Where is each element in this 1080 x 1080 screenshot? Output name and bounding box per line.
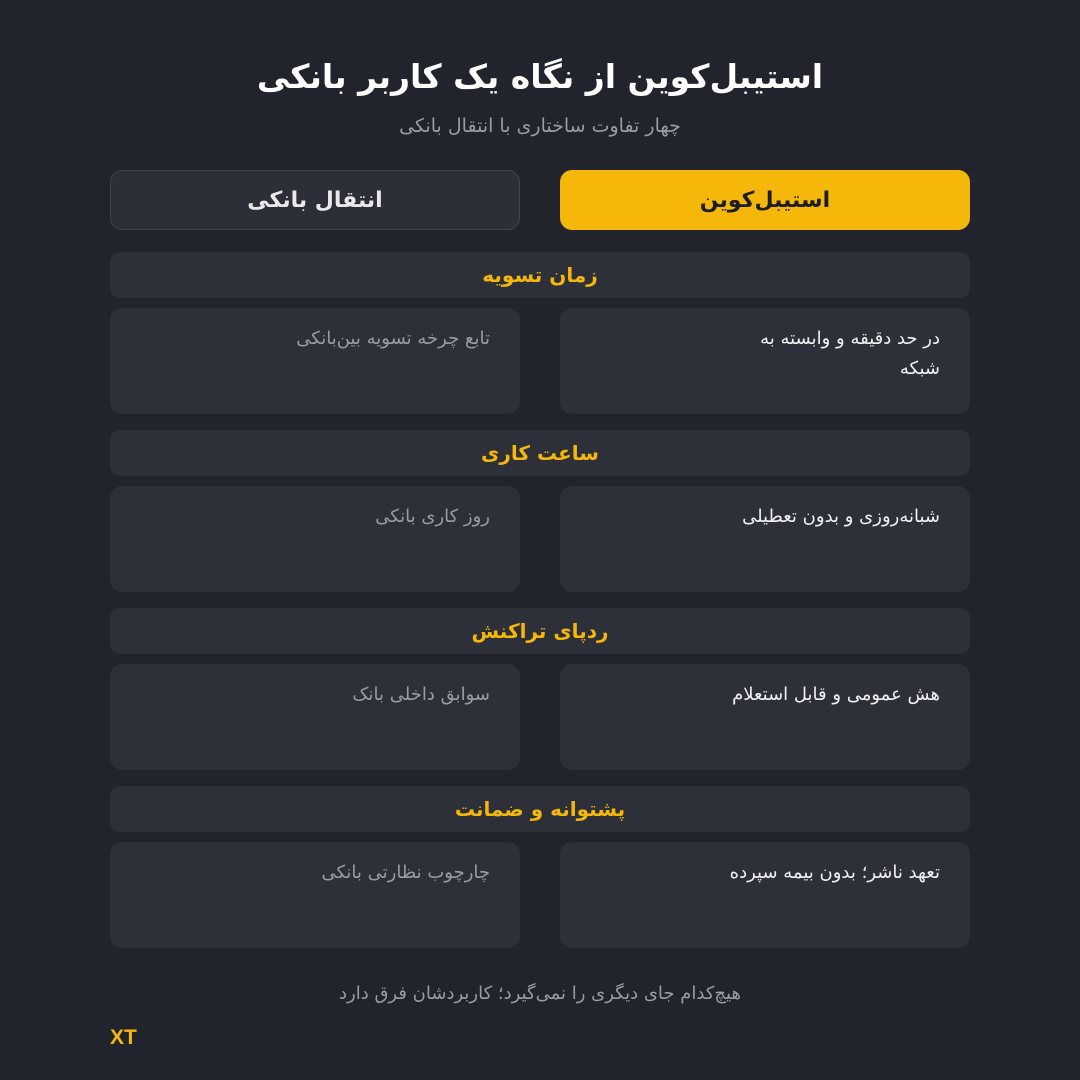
section-label-hours: ساعت کاری [110,430,970,476]
page-subtitle: چهار تفاوت ساختاری با انتقال بانکی [399,115,681,137]
cell-text: چارچوب نظارتی بانکی [321,862,490,883]
cell-stablecoin-hours [560,486,970,592]
brand-logo: XT [110,1026,137,1049]
column-header-stablecoin: استیبل‌کوین [560,170,970,230]
cell-text: سوابق داخلی بانک [352,684,490,705]
section-label-settlement: زمان تسویه [110,252,970,298]
cell-stablecoin-settlement [560,308,970,414]
cell-bank-settlement [110,308,520,414]
cell-text: در حد دقیقه و وابسته به شبکه [760,328,940,379]
section-label-trace: ردپای تراکنش [110,608,970,654]
cell-stablecoin-trace [560,664,970,770]
cell-text: روز کاری بانکی [375,506,490,527]
cell-text: شبانه‌روزی و بدون تعطیلی [742,506,940,527]
cell-stablecoin-backing [560,842,970,948]
section-label-backing: پشتوانه و ضمانت [110,786,970,832]
page-title: استیبل‌کوین از نگاه یک کاربر بانکی [256,57,824,96]
cell-text: تعهد ناشر؛ بدون بیمه سپرده [729,862,940,883]
column-header-bank: انتقال بانکی [110,170,520,230]
cell-text: هش عمومی و قابل استعلام [732,684,940,705]
cell-text: تابع چرخه تسویه بین‌بانکی [296,328,490,349]
cell-bank-backing [110,842,520,948]
cell-bank-hours [110,486,520,592]
footer-note: هیچ‌کدام جای دیگری را نمی‌گیرد؛ کاربردشان فرق دارد [339,983,741,1004]
cell-bank-trace [110,664,520,770]
